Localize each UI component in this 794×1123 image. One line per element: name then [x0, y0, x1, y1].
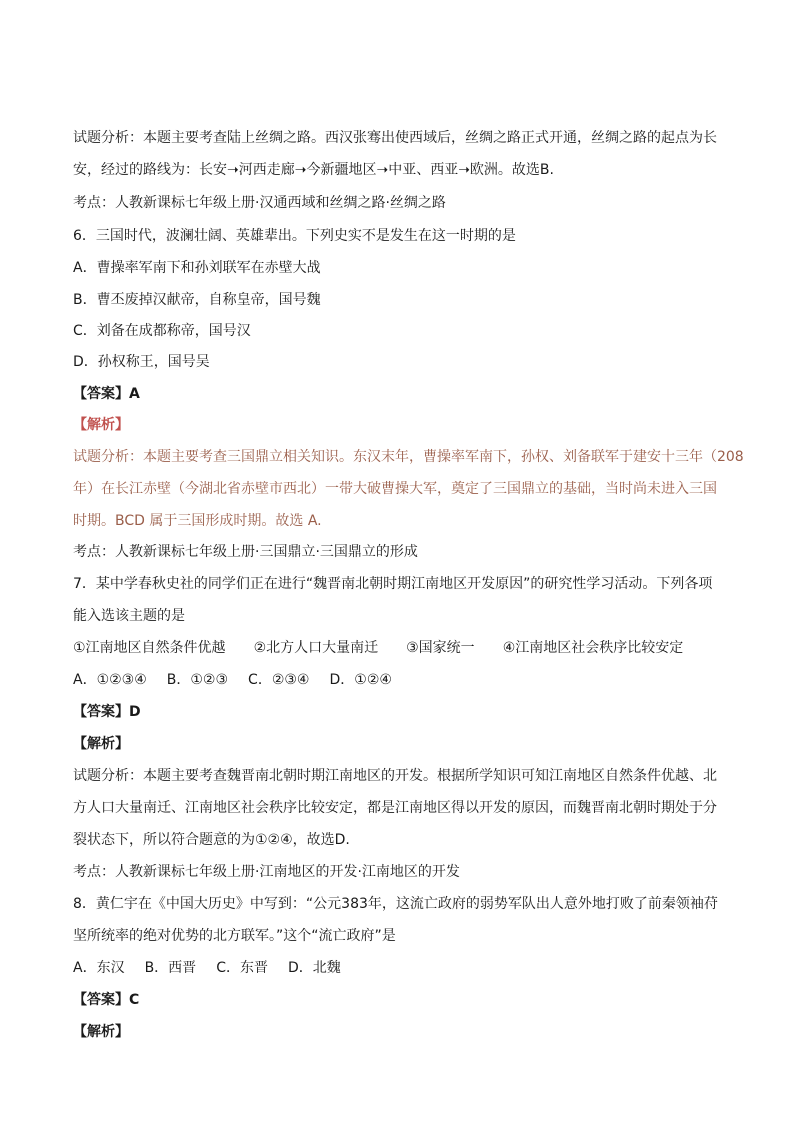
option-a: A．曹操率军南下和孙刘联军在赤壁大战	[73, 260, 321, 276]
question-stem: 8．黄仁宇在《中国大历史》中写到：“公元383年，这流亡政府的弱势军队出人意外地打败了前秦领袖苻	[73, 896, 718, 912]
option-c: C．刘备在成都称帝，国号汉	[73, 323, 251, 339]
option-a: A．东汉	[73, 960, 125, 976]
jiexi-heading: 【解析】	[73, 417, 129, 433]
analysis-text: 试题分析：本题主要考查陆上丝绸之路。西汉张骞出使西域后，丝绸之路正式开通，丝绸之路的起点为长	[73, 130, 717, 146]
analysis-text: 方人口大量南迁、江南地区社会秩序比较安定，都是江南地区得以开发的原因，而魏晋南北朝时期处于分	[73, 800, 717, 816]
item-1: ①江南地区自然条件优越	[73, 640, 226, 656]
question-stem: 7．某中学春秋史社的同学们正在进行“魏晋南北朝时期江南地区开发原因”的研究性学习活动。下列各项	[73, 576, 713, 592]
numbered-items	[73, 638, 683, 658]
answer-label: 【答案】C	[73, 992, 140, 1008]
option-d: D．北魏	[287, 960, 341, 976]
item-2: ②北方人口大量南迁	[253, 640, 379, 656]
option-b: B．西晋	[144, 960, 197, 976]
analysis-text: 试题分析：本题主要考查魏晋南北朝时期江南地区的开发。根据所学知识可知江南地区自然条件优越、北	[73, 768, 717, 784]
analysis-text: 裂状态下，所以符合题意的为①②④，故选D.	[73, 832, 350, 848]
jiexi-heading: 【解析】	[73, 736, 129, 752]
question-stem: 坚所统率的绝对优势的北方联军。”这个“流亡政府”是	[73, 928, 396, 944]
option-c: C．东晋	[216, 960, 268, 976]
item-3: ③国家统一	[406, 640, 475, 656]
options-row	[73, 958, 341, 978]
analysis-text: 安，经过的路线为：长安➝河西走廊➝今新疆地区➝中亚、西亚➝欧洲。故选B.	[73, 162, 554, 178]
answer-label: 【答案】A	[73, 386, 140, 402]
question-stem: 6．三国时代，波澜壮阔、英雄辈出。下列史实不是发生在这一时期的是	[73, 228, 516, 244]
option-b: B．①②③	[166, 672, 229, 688]
kaodian-text: 考点：人教新课标七年级上册·汉通西域和丝绸之路·丝绸之路	[73, 195, 446, 211]
option-c: C．②③④	[248, 672, 310, 688]
analysis-text: 年）在长江赤壁（今湖北省赤壁市西北）一带大破曹操大军，奠定了三国鼎立的基础，当时尚未进入三国	[73, 481, 717, 497]
option-b: B．曹丕废掉汉献帝，自称皇帝，国号魏	[73, 292, 321, 308]
option-a: A．①②③④	[73, 672, 147, 688]
option-d: D．孙权称王，国号吴	[73, 354, 210, 370]
jiexi-heading: 【解析】	[73, 1024, 129, 1040]
options-row	[73, 670, 392, 690]
answer-label: 【答案】D	[73, 704, 141, 720]
analysis-text: 试题分析：本题主要考查三国鼎立相关知识。东汉末年，曹操率军南下，孙权、刘备联军于建安十三年（208	[73, 449, 744, 465]
analysis-text: 时期。BCD 属于三国形成时期。故选 A.	[73, 513, 322, 529]
question-stem: 能入选该主题的是	[73, 608, 185, 624]
option-d: D．①②④	[329, 672, 392, 688]
item-4: ④江南地区社会秩序比较安定	[502, 640, 684, 656]
kaodian-text: 考点：人教新课标七年级上册·三国鼎立·三国鼎立的形成	[73, 544, 418, 560]
kaodian-text: 考点：人教新课标七年级上册·江南地区的开发·江南地区的开发	[73, 864, 460, 880]
